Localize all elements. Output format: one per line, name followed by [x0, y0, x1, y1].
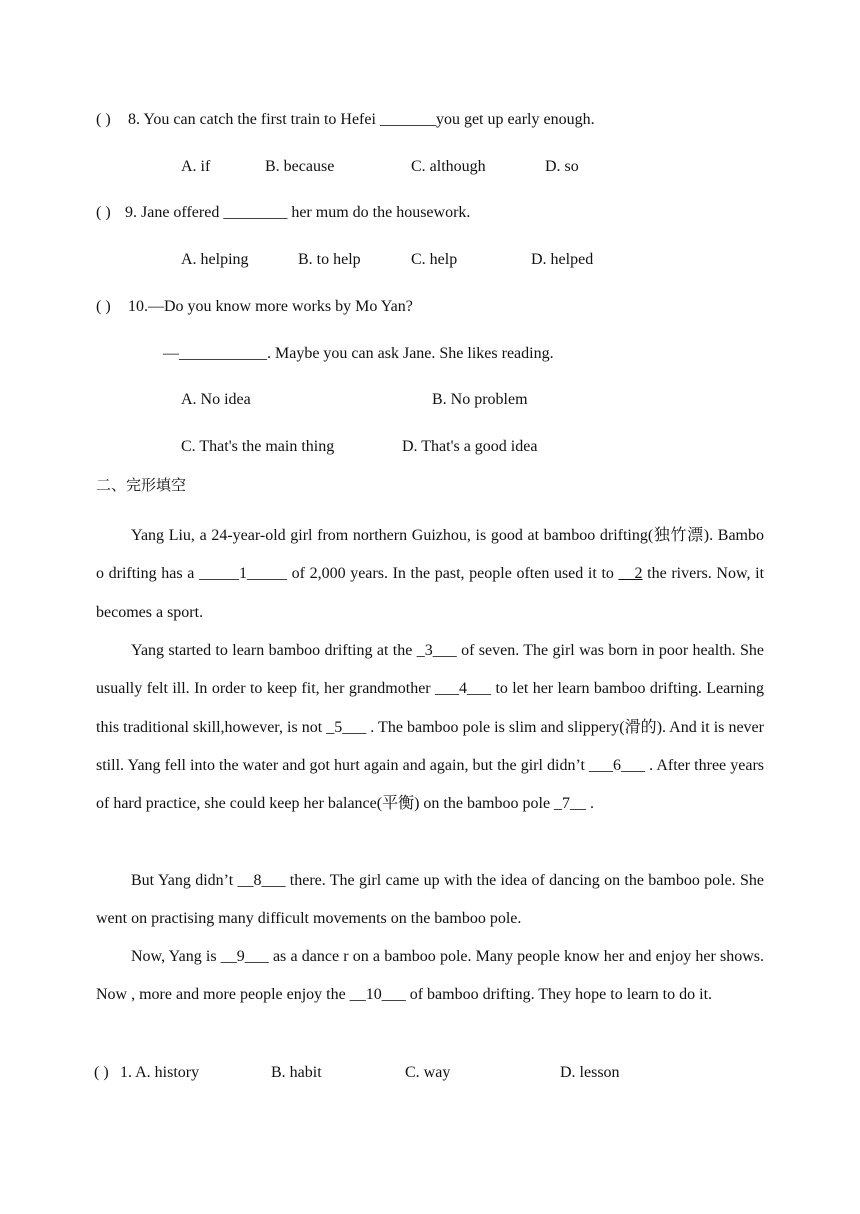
passage-text: Yang started to learn bamboo drifting at the — [131, 642, 417, 659]
answer-paren: ( ) — [96, 111, 111, 128]
answer-blank: ________ — [223, 204, 288, 221]
passage-paragraph-4 — [96, 938, 764, 1015]
cloze-blank-1: _____1_____ — [198, 565, 287, 583]
stem-text: 8. You can catch the first train to Hefei — [128, 111, 380, 128]
option-c: C. That's the main thing — [181, 438, 335, 455]
passage-text: there. The girl came up with the idea of dancing on the bamboo pole. She went on practising many difficult movements on the bamboo pole. — [96, 872, 764, 928]
cloze-blank-2: __2 — [618, 565, 643, 583]
option-d: D. lesson — [560, 1064, 620, 1081]
option-a: 1. A. history — [120, 1064, 200, 1081]
cloze-blank-8: __8___ — [237, 872, 286, 889]
option-b: B. No problem — [432, 391, 528, 408]
passage-text: of seven. The girl was born in poor health. She usually felt ill. In order to keep fit, her grandmother — [96, 642, 765, 698]
passage-text: as a dance r on a bamboo pole. Many people know her and enjoy her shows. Now , more and more people enjoy the — [96, 948, 765, 1004]
reply-rest: . Maybe you can ask Jane. She likes reading. — [267, 345, 554, 362]
cloze-blank-5: _5___ — [326, 718, 367, 736]
section-heading: 二、完形填空 — [96, 476, 187, 494]
cloze-blank-6: ___6___ — [589, 756, 646, 774]
passage-text: to let her learn bamboo drifting. Learning this traditional skill,however, is not — [96, 680, 764, 736]
question-stem — [125, 203, 470, 223]
option-a: A. No idea — [181, 391, 251, 408]
option-d: D. helped — [531, 251, 594, 268]
reply-text — [163, 344, 554, 364]
cloze-blank-4: ___4___ — [435, 680, 492, 698]
question-stem: 10.—Do you know more works by Mo Yan? — [128, 298, 413, 315]
stem-text: her mum do the housework. — [287, 204, 471, 221]
option-b: B. habit — [271, 1064, 322, 1081]
option-a: A. helping — [181, 251, 249, 268]
answer-blank: ___________ — [179, 345, 267, 362]
passage-text: Now, Yang is — [131, 948, 221, 965]
passage-paragraph-2 — [96, 632, 764, 823]
dash: — — [163, 345, 179, 362]
option-b: B. because — [265, 158, 335, 175]
stem-text: you get up early enough. — [435, 111, 595, 128]
passage-text: But Yang didn’t — [131, 872, 238, 889]
passage-text: . After three years of hard practice, she could keep her balance(平衡) on the bamboo pole — [96, 756, 764, 813]
option-d: D. That's a good idea — [402, 438, 538, 455]
cloze-blank-3: _3___ — [416, 642, 457, 659]
answer-paren: ( ) — [94, 1064, 109, 1081]
option-c: C. way — [405, 1064, 451, 1081]
passage-text: of bamboo drifting. They hope to learn to do it. — [405, 986, 713, 1004]
passage-text: . The bamboo pole is slim and slippery(滑的). And it is never still. Yang fell into the water and got hurt again and again, but the girl didn’t — [96, 718, 764, 774]
option-d: D. so — [545, 158, 579, 175]
answer-paren: ( ) — [96, 204, 111, 221]
passage-text: of 2,000 years. In the past, people often used it to — [286, 565, 619, 583]
cloze-blank-10: __10___ — [349, 986, 406, 1004]
option-c: C. help — [411, 251, 458, 268]
option-b: B. to help — [298, 251, 361, 268]
stem-text: 9. Jane offered — [125, 204, 224, 221]
option-c: C. although — [411, 158, 486, 175]
passage-text: Yang Liu, a 24-year-old girl from northern Guizhou, is good at bamboo drifting(独竹漂). Bambo o drifting has a — [96, 527, 764, 583]
cloze-blank-7: _7__ — [554, 795, 587, 813]
passage-text: . — [586, 795, 595, 813]
question-stem — [128, 110, 595, 130]
passage-paragraph-3 — [96, 862, 764, 939]
passage-text: the rivers. Now, it becomes a sport. — [96, 565, 765, 621]
cloze-blank-9: __9___ — [220, 948, 269, 965]
answer-paren: ( ) — [96, 298, 111, 315]
answer-blank: _______ — [379, 111, 436, 128]
passage-paragraph-1 — [96, 517, 764, 632]
option-a: A. if — [181, 158, 211, 175]
